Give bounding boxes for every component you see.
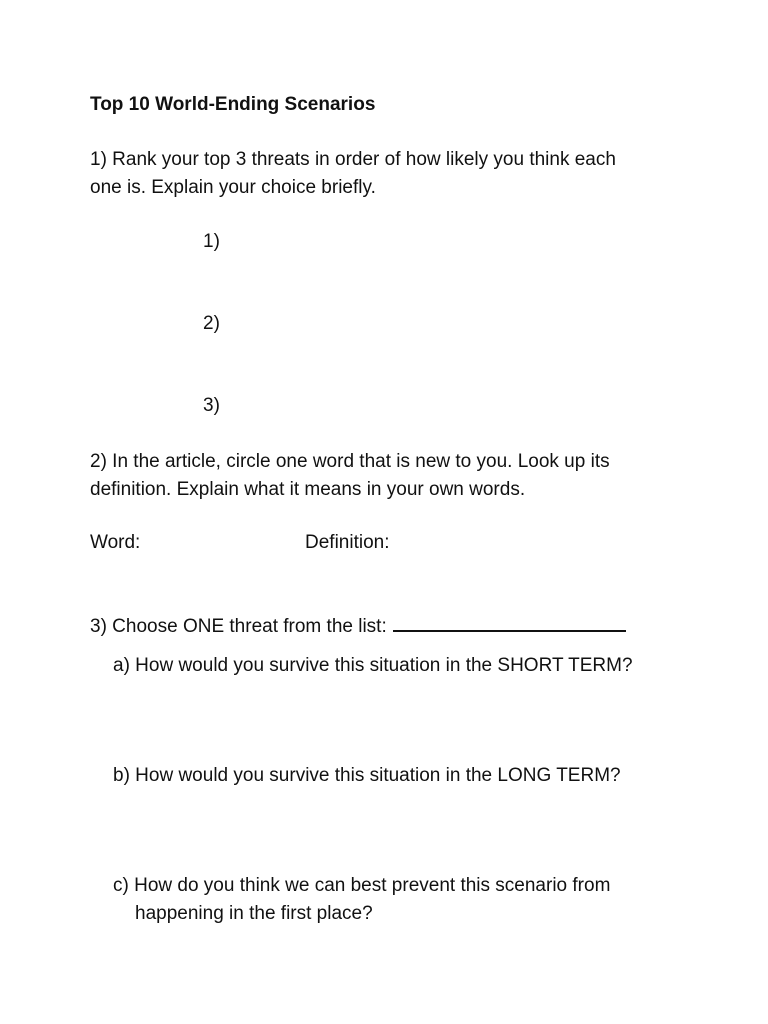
question-1-line-2: one is. Explain your choice briefly. [90,177,376,198]
threat-answer-blank[interactable] [393,612,626,632]
question-3-prompt [90,612,690,641]
question-3c-line-2: happening in the first place? [135,903,373,924]
question-2-line-2: definition. Explain what it means in your own words. [90,479,526,500]
question-3c [113,872,735,928]
rank-1-label: 1) [203,231,220,252]
rank-3-label: 3) [203,395,220,416]
question-3-prompt-text: 3) Choose ONE threat from the list: [90,616,387,637]
definition-label: Definition: [305,532,390,553]
rank-2-label: 2) [203,313,220,334]
word-label: Word: [90,532,141,553]
question-3b: b) How would you survive this situation in the LONG TERM? [113,765,621,786]
question-1-line-1: 1) Rank your top 3 threats in order of how likely you think each [90,149,616,170]
worksheet-title: Top 10 World-Ending Scenarios [90,94,376,115]
question-2-line-1: 2) In the article, circle one word that is new to you. Look up its [90,451,610,472]
question-3c-line-1: c) How do you think we can best prevent this scenario from [113,875,611,896]
question-3a: a) How would you survive this situation in the SHORT TERM? [113,655,633,676]
